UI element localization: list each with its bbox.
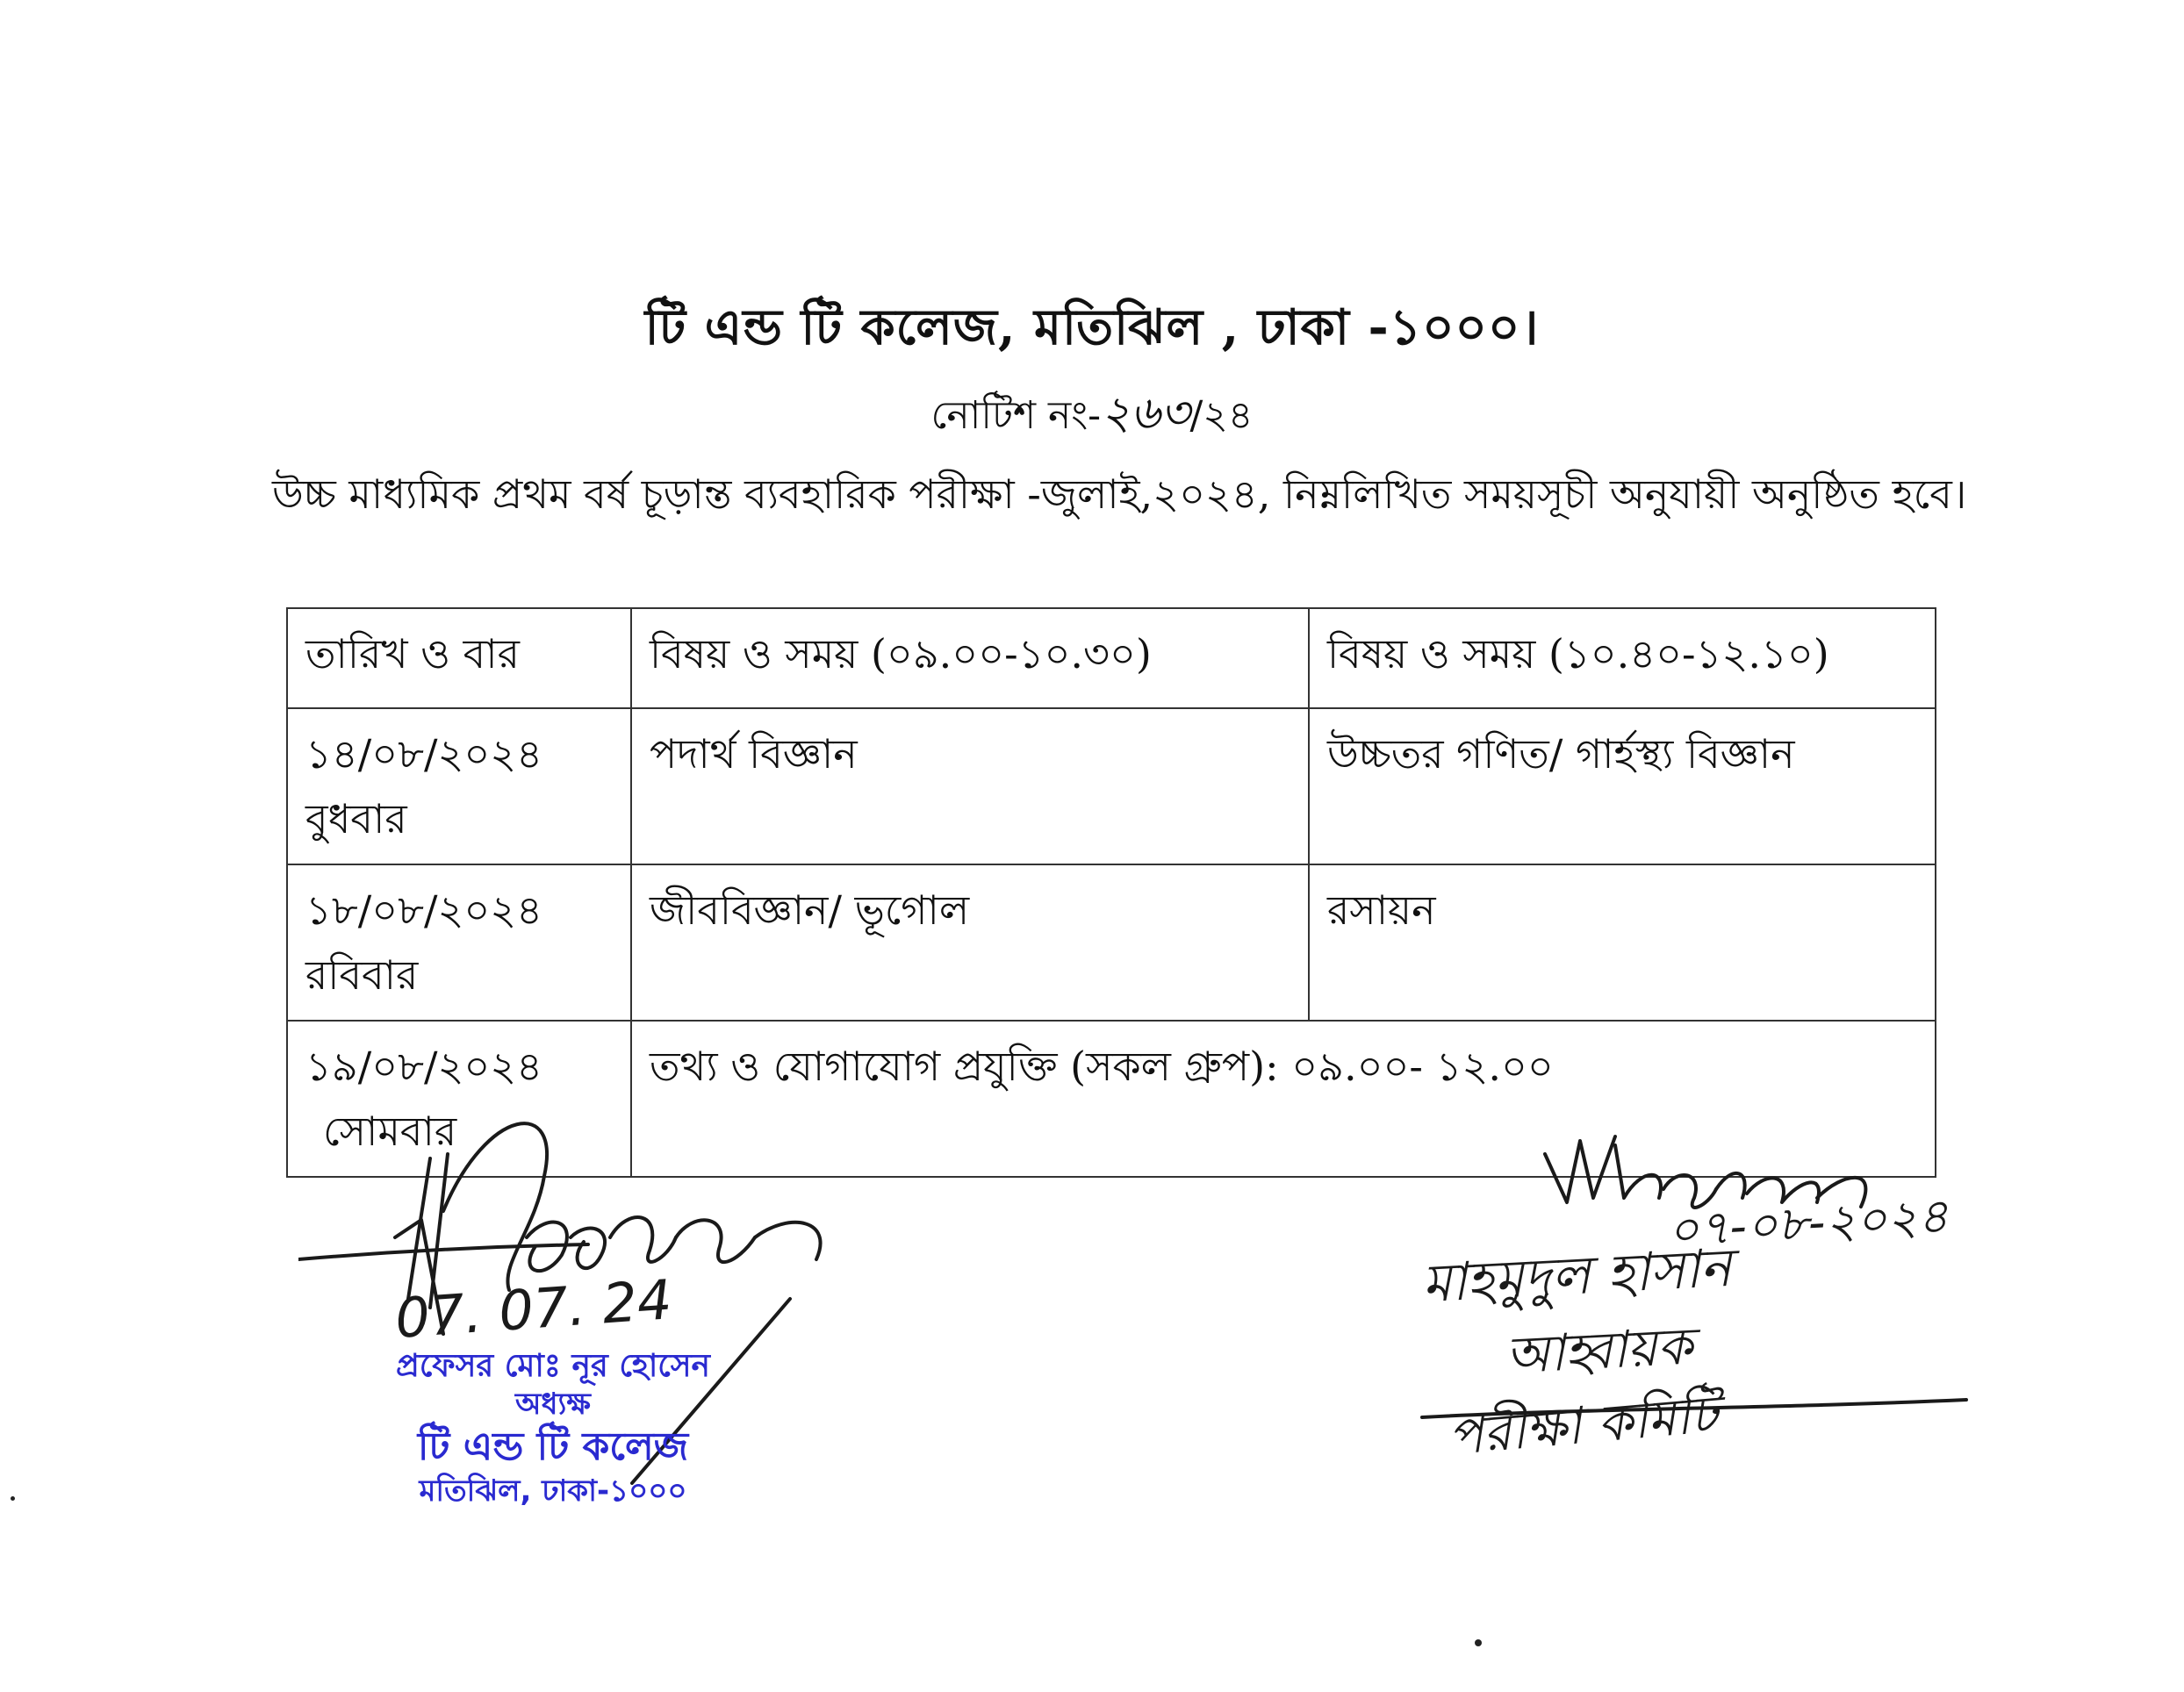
notice-suffix: /২৪ [1189,393,1254,438]
table-row [287,864,1936,1021]
exam-schedule-table [286,607,1936,1178]
date-day-cell [287,708,631,864]
page-title: টি এন্ড টি কলেজ, মতিঝিল , ঢাকা -১০০০। [644,298,1540,356]
date: ১৮/০৮/২০২৪ [305,886,543,934]
principal-signature-date: 07. 07. 24 [392,1267,674,1351]
slot-1-cell: পদার্থ বিজ্ঞান [631,708,1309,864]
scan-speck [1475,1639,1482,1646]
header-slot-1: বিষয় ও সময় (০৯.০০-১০.৩০) [631,608,1309,708]
convener-signature-date: ০৭-০৮-২০২৪ [1666,1187,1950,1258]
day: বুধবার [305,795,407,842]
header-date-day: তারিখ ও বার [287,608,631,708]
slot-2-cell: উচ্চতর গণিত/ গার্হস্থ্য বিজ্ঞান [1309,708,1936,864]
day: রবিবার [305,951,419,999]
date: ১৪/০৮/২০২৪ [305,730,543,778]
table-header-row [287,608,1936,708]
header-slot-2: বিষয় ও সময় (১০.৪০-১২.১০) [1309,608,1936,708]
convener-role: আহ্বায়ক [1504,1316,1694,1386]
date-day-cell [287,864,631,1021]
table-row [287,708,1936,864]
slot-1-cell: জীববিজ্ঞান/ ভূগোল [631,864,1309,1021]
stamp-name: প্রফেসর মোঃ নূর হোসেন [395,1348,711,1384]
convener-name: মাহমুদুল হাসান [1420,1237,1734,1316]
stamp-college: টি এন্ড টি কলেজ [417,1424,689,1469]
merged-slot-cell: তথ্য ও যোগাযোগ প্রযুক্তি (সকল গ্রুপ): ০৯.০০- ১২.০০ [631,1021,1936,1177]
scan-speck [11,1496,15,1501]
date: ১৯/০৮/২০২৪ [305,1043,543,1090]
intro-paragraph: উচ্চ মাধ্যমিক প্রথম বর্ষ চূড়ান্ত ব্যবহারিক পরীক্ষা -জুলাই,২০২৪, নিম্নলিখিত সময়সূচী অনুযায়ী অনুষ্ঠিত হবে। [272,470,1967,518]
stamp-title: অধ্যক্ষ [515,1387,591,1422]
principal-stamp [342,1347,764,1510]
slot-2-cell: রসায়ন [1309,864,1936,1021]
stamp-address: মতিঝিল, ঢাকা-১০০০ [419,1473,687,1509]
notice-number-handwritten: ২৬৩ [1101,387,1190,440]
notice-prefix: নোটিশ নং- [930,393,1102,438]
day: সোমবার [323,1108,457,1155]
notice-number-line [0,377,2184,454]
convener-committee: পরীক্ষা কমিটি [1446,1383,1721,1467]
